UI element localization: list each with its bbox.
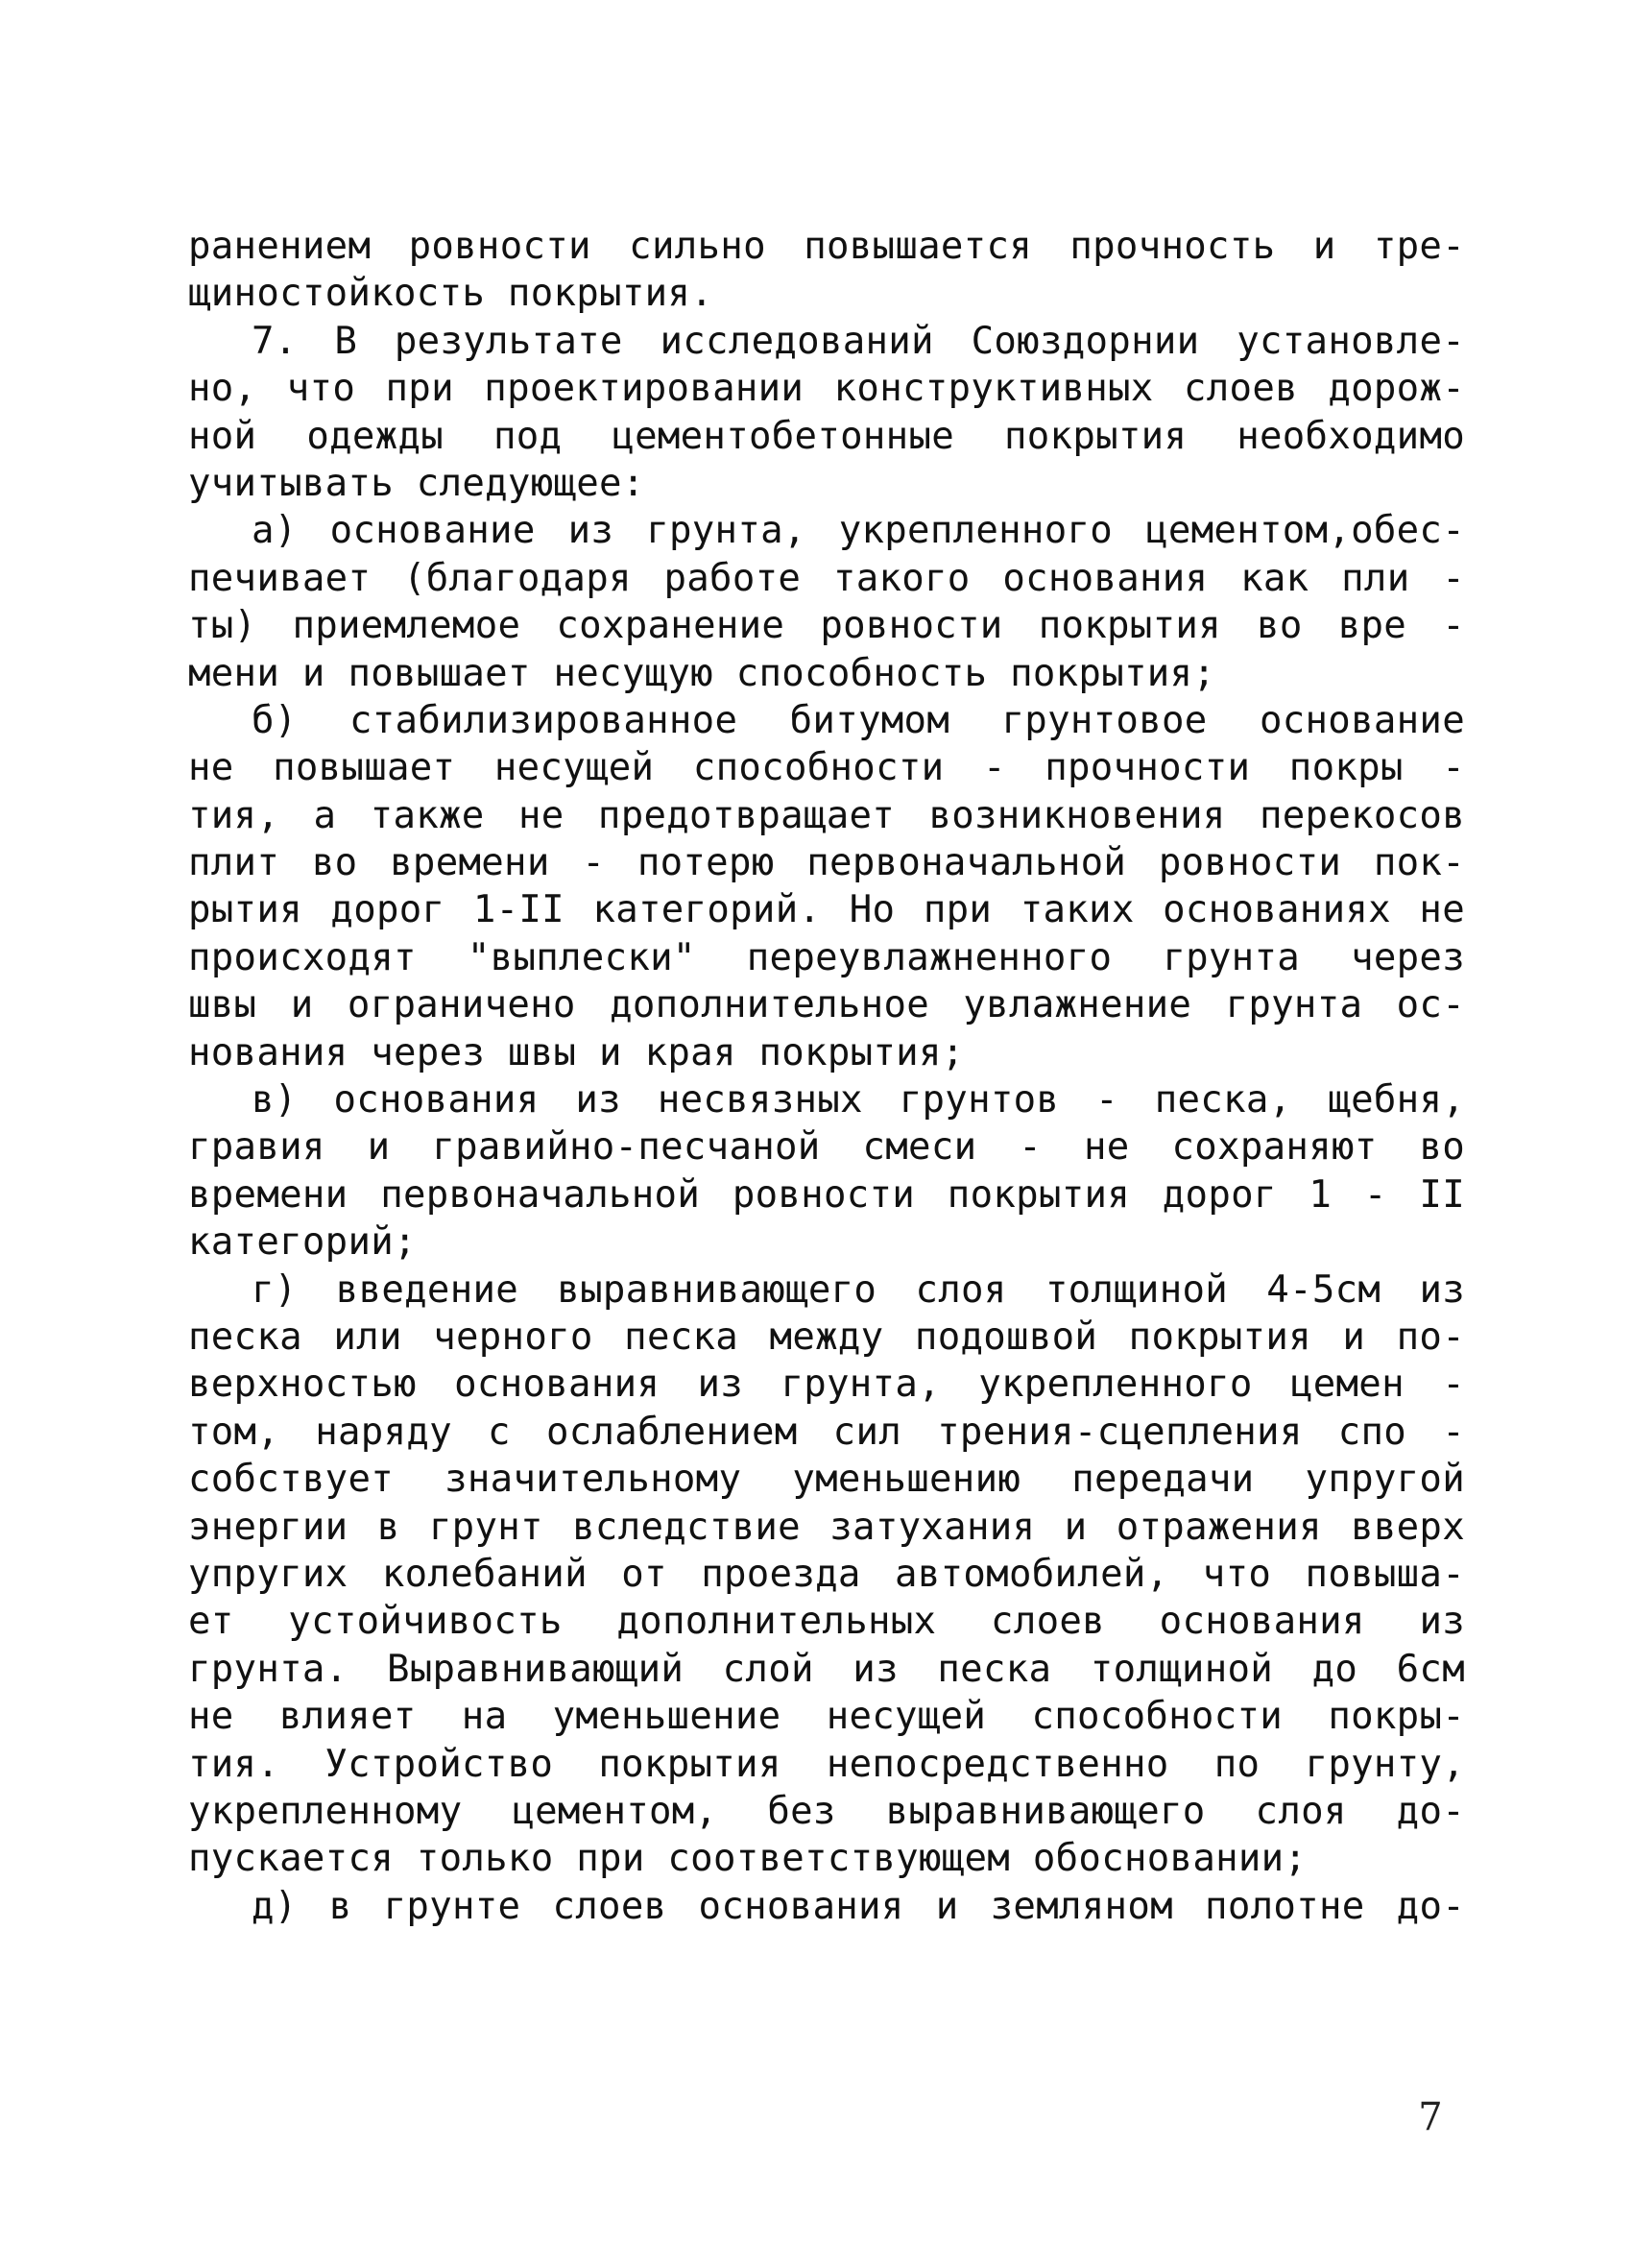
item-g-start: г) введение выравнивающего слоя толщиной 4-5см из [252,1267,1465,1312]
item-b-start: б) стабилизированное битумом грунтовое основание [252,698,1465,742]
text-line: учитывать следующее: [188,461,645,505]
text-line: укрепленному цементом, без выравнивающего слоя до- [188,1789,1465,1833]
text-line: грунта. Выравнивающий слой из песка толщиной до 6см [188,1647,1465,1691]
text-line: щиностойкость покрытия. [188,272,713,316]
body-text [188,223,1465,1930]
text-line: печивает (благодаря работе такого основания как пли - [188,556,1465,600]
text-line: упругих колебаний от проезда автомобилей, что повыша- [188,1552,1465,1596]
item-v-start: в) основания из несвязных грунтов - песка, щебня, [252,1078,1465,1122]
item-a-start: а) основание из грунта, укрепленного цементом,обес- [252,509,1465,553]
text-line: ты) приемлемое сохранение ровности покрытия во вре - [188,604,1465,648]
text-line: плит во времени - потерю первоначальной ровности пок- [188,841,1465,885]
text-line: категорий; [188,1220,417,1265]
paragraph-7-start: 7. В результате исследований Союздорнии установле- [252,319,1465,363]
text-line: швы и ограничено дополнительное увлажнение грунта ос- [188,983,1465,1027]
text-line: тия, а также не предотвращает возникновения перекосов [188,793,1465,837]
text-line: энергии в грунт вследствие затухания и отражения вверх [188,1505,1465,1549]
text-line: происходят "выплески" переувлажненного грунта через [188,935,1465,979]
text-line: мени и повышает несущую способность покрытия; [188,651,1216,695]
text-line: рытия дорог 1-II категорий. Но при таких основаниях не [188,888,1465,932]
text-line: ет устойчивость дополнительных слоев основания из [188,1600,1465,1644]
text-line: гравия и гравийно-песчаной смеси - не сохраняют во [188,1125,1465,1170]
text-line: верхностью основания из грунта, укрепленного цемен - [188,1363,1465,1407]
text-line: но, что при проектировании конструктивных слоев дорож- [188,367,1465,411]
text-line: том, наряду с ослаблением сил трения-сцепления спо - [188,1410,1465,1454]
text-line: ной одежды под цементобетонные покрытия необходимо [188,414,1465,458]
text-line: тия. Устройство покрытия непосредственно по грунту, [188,1742,1465,1786]
text-line: времени первоначальной ровности покрытия дорог 1 - II [188,1172,1465,1217]
text-line: ранением ровности сильно повышается прочность и тре- [188,225,1465,268]
text-line: песка или черного песка между подошвой покрытия и по- [188,1315,1465,1359]
text-line: нования через швы и края покрытия; [188,1030,965,1074]
text-line: пускается только при соответствующем обосновании; [188,1837,1308,1881]
text-line: не влияет на уменьшение несущей способности покры- [188,1695,1465,1739]
page-number: 7 [1418,2095,1443,2139]
text-line: собствует значительному уменьшению передачи упругой [188,1458,1465,1502]
item-d-start: д) в грунте слоев основания и земляном полотне до- [252,1884,1465,1928]
text-line: не повышает несущей способности - прочности покры - [188,746,1465,790]
